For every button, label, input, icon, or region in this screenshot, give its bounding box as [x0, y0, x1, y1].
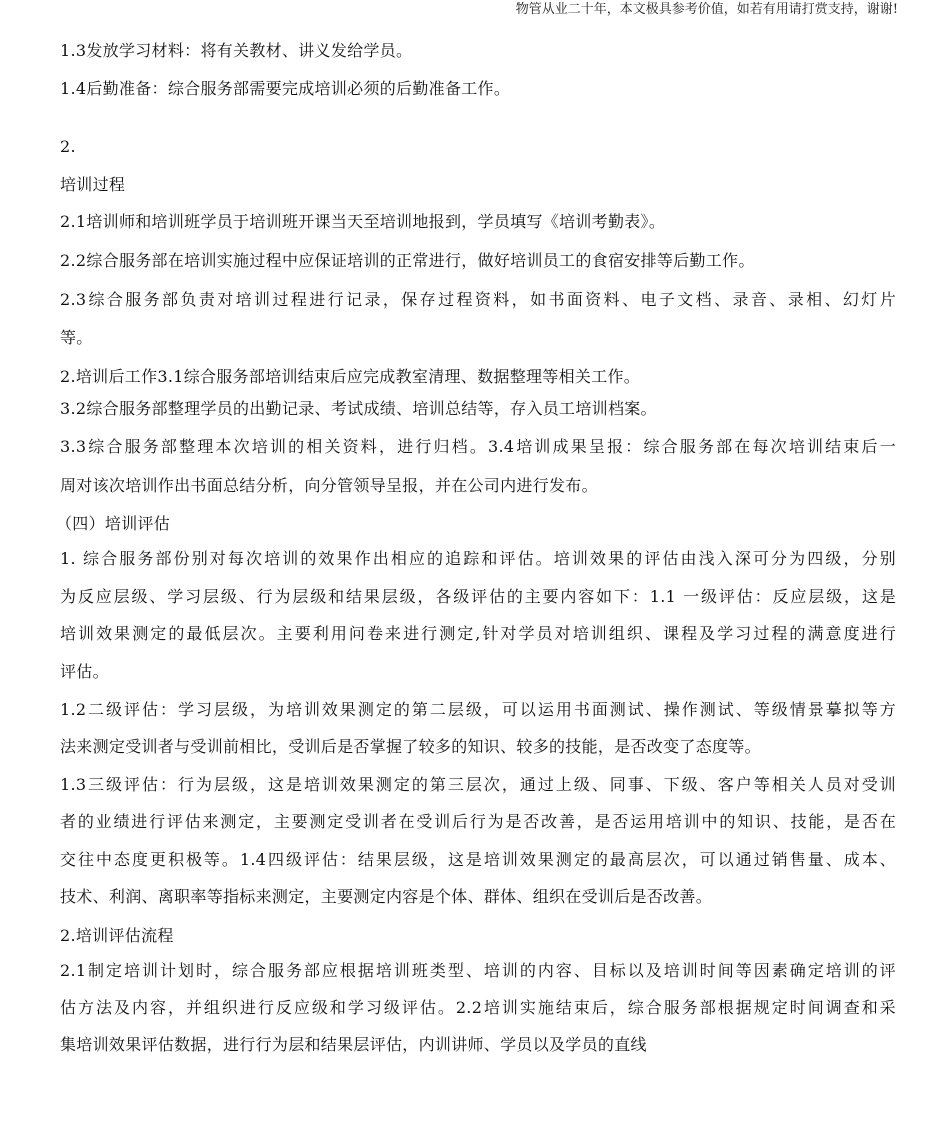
- text-line: 技术、利润、离职率等指标来测定，主要测定内容是个体、群体、组织在受训后是否改善。: [60, 887, 713, 906]
- text-line: 交往中态度更积极等。1.4四级评估：结果层级，这是培训效果测定的最高层次，可以通过销售量、成本、: [60, 850, 896, 869]
- text-line: 1. 综合服务部份别对每次培训的效果作出相应的追踪和评估。培训效果的评估由浅入深可分为四级，分别: [60, 549, 896, 568]
- text-line: 估方法及内容，并组织进行反应级和学习级评估。2.2培训实施结束后，综合服务部根据规定时间调查和采: [60, 998, 896, 1017]
- text-line: 2.1制定培训计划时，综合服务部应根据培训班类型、培训的内容、目标以及培训时间等因素确定培训的评: [60, 961, 896, 980]
- text-line: 1.3三级评估：行为层级，这是培训效果测定的第三层次，通过上级、同事、下级、客户等相关人员对受训: [60, 775, 896, 794]
- text-line: 3.3综合服务部整理本次培训的相关资料，进行归档。3.4培训成果呈报：综合服务部在每次培训结束后一: [60, 437, 896, 456]
- text-line: 1.4后勤准备：综合服务部需要完成培训必须的后勤准备工作。: [60, 79, 511, 98]
- section-heading: （四）培训评估: [56, 514, 171, 533]
- text-line: 为反应层级、学习层级、行为层级和结果层级，各级评估的主要内容如下：1.1 一级评估：反应层级，这是: [60, 587, 896, 606]
- text-line: 等。: [60, 328, 93, 347]
- text-line: 培训效果测定的最低层次。主要利用问卷来进行测定,针对学员对培训组织、课程及学习过程的满意度进行: [60, 624, 896, 643]
- header-note: 物管从业二十年，本文极具参考价值，如若有用请打赏支持，谢谢!: [515, 2, 898, 17]
- section-number: 2.: [60, 137, 76, 156]
- section-heading: 2.培训评估流程: [60, 926, 174, 945]
- text-line: 集培训效果评估数据，进行行为层和结果层评估，内训讲师、学员以及学员的直线: [60, 1035, 647, 1054]
- text-line: 1.3发放学习材料：将有关教材、讲义发给学员。: [60, 41, 413, 60]
- text-line: 者的业绩进行评估来测定，主要测定受训者在受训后行为是否改善，是否运用培训中的知识、技能，是否在: [60, 812, 896, 831]
- text-line: 周对该次培训作出书面总结分析，向分管领导呈报，并在公司内进行发布。: [60, 476, 598, 495]
- text-line: 1.2二级评估：学习层级，为培训效果测定的第二层级，可以运用书面测试、操作测试、等级情景摹拟等方: [60, 700, 896, 719]
- text-line: 评估。: [60, 662, 109, 681]
- text-line: 3.2综合服务部整理学员的出勤记录、考试成绩、培训总结等，存入员工培训档案。: [60, 399, 657, 418]
- text-line: 2.3综合服务部负责对培训过程进行记录，保存过程资料，如书面资料、电子文档、录音、录相、幻灯片: [60, 290, 896, 309]
- text-line: 2.1培训师和培训班学员于培训班开课当天至培训地报到，学员填写《培训考勤表》。: [60, 212, 666, 231]
- text-line: 2.2综合服务部在培训实施过程中应保证培训的正常进行，做好培训员工的食宿安排等后勤工作。: [60, 251, 755, 270]
- section-heading: 培训过程: [60, 175, 126, 194]
- text-line: 2.培训后工作3.1综合服务部培训结束后应完成教室清理、数据整理等相关工作。: [60, 367, 641, 386]
- text-line: 法来测定受训者与受训前相比，受训后是否掌握了较多的知识、较多的技能，是否改变了态度等。: [60, 737, 761, 756]
